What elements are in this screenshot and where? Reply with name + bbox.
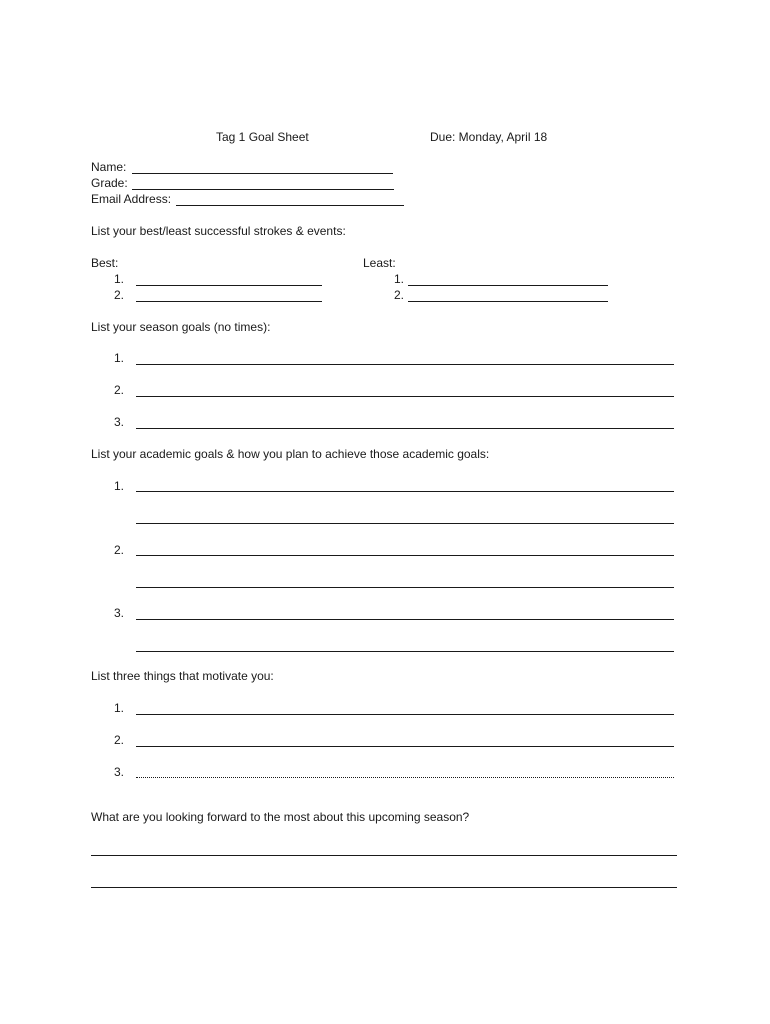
looking-forward-line-1[interactable]: [91, 855, 677, 856]
season-goal-3-line[interactable]: [136, 428, 674, 429]
least-number-2: 2.: [394, 288, 405, 302]
academic-goal-number-3: 3.: [114, 606, 125, 620]
grade-label: Grade:: [91, 176, 128, 190]
season-goal-1-line[interactable]: [136, 364, 674, 365]
least-stroke-2-field[interactable]: [408, 301, 608, 302]
academic-goal-number-1: 1.: [114, 479, 125, 493]
academic-goal-3-line-1[interactable]: [136, 619, 674, 620]
looking-forward-line-2[interactable]: [91, 887, 677, 888]
season-goal-number-2: 2.: [114, 383, 125, 397]
academic-goal-2-line-1[interactable]: [136, 555, 674, 556]
motivation-3-line[interactable]: [136, 777, 674, 778]
email-label: Email Address:: [91, 192, 172, 206]
motivation-2-line[interactable]: [136, 746, 674, 747]
motivation-1-line[interactable]: [136, 714, 674, 715]
email-field[interactable]: [176, 205, 404, 206]
best-label: Best:: [91, 256, 119, 270]
best-stroke-1-field[interactable]: [136, 285, 322, 286]
best-number-1: 1.: [114, 272, 125, 286]
academic-goals-prompt: List your academic goals & how you plan to achieve those academic goals:: [91, 447, 490, 461]
season-goal-number-3: 3.: [114, 415, 125, 429]
academic-goal-1-line-2[interactable]: [136, 523, 674, 524]
motivation-number-3: 3.: [114, 765, 125, 779]
motivation-number-1: 1.: [114, 701, 125, 715]
least-number-1: 1.: [394, 272, 405, 286]
due-date: Due: Monday, April 18: [430, 130, 548, 144]
strokes-prompt: List your best/least successful strokes & events:: [91, 224, 346, 238]
least-label: Least:: [363, 256, 396, 270]
academic-goal-1-line-1[interactable]: [136, 491, 674, 492]
motivation-number-2: 2.: [114, 733, 125, 747]
name-field[interactable]: [132, 173, 393, 174]
looking-forward-prompt: What are you looking forward to the most about this upcoming season?: [91, 810, 470, 824]
academic-goal-2-line-2[interactable]: [136, 587, 674, 588]
best-number-2: 2.: [114, 288, 125, 302]
academic-goal-3-line-2[interactable]: [136, 651, 674, 652]
page-title: Tag 1 Goal Sheet: [216, 130, 309, 144]
motivation-prompt: List three things that motivate you:: [91, 669, 274, 683]
grade-field[interactable]: [132, 189, 394, 190]
academic-goal-number-2: 2.: [114, 543, 125, 557]
best-stroke-2-field[interactable]: [136, 301, 322, 302]
season-goals-prompt: List your season goals (no times):: [91, 320, 271, 334]
least-stroke-1-field[interactable]: [408, 285, 608, 286]
season-goal-2-line[interactable]: [136, 396, 674, 397]
name-label: Name:: [91, 160, 127, 174]
season-goal-number-1: 1.: [114, 351, 125, 365]
